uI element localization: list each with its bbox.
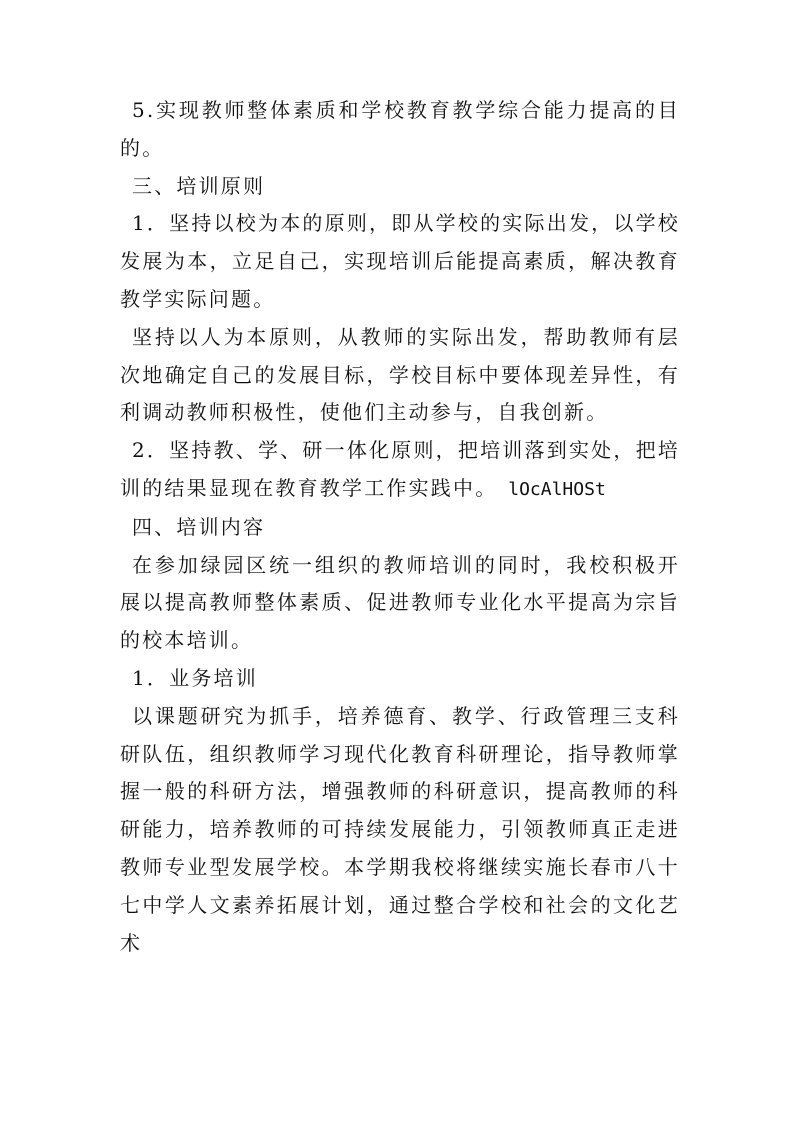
- heading-training-content: 四、培训内容: [132, 514, 266, 539]
- paragraph-principle-1: 1．坚持以校为本的原则，即从学校的实际出发，以学校发展为本，立足自己，实现培训后能提高素质，解决教育教学实际问题。: [120, 211, 680, 311]
- heading-business-training: 1．业务培训: [132, 665, 258, 690]
- inline-code-text: lOcAlHOSt: [508, 478, 606, 500]
- paragraph-goal-5: 5.实现教师整体素质和学校教育教学综合能力提高的目的。: [120, 98, 680, 160]
- document-body: [120, 92, 680, 962]
- paragraph-research-training: 以课题研究为抓手，培养德育、教学、行政管理三支科研队伍，组织教师学习现代化教育科研理论，指导教师掌握一般的科研方法，增强教师的科研意识，提高教师的科研能力，培养教师的可持续发展能力，引领教师真正走进教师专业型发展学校。本学期我校将继续实施长春市八十七中学人文素养拓展计划，通过整合学校和社会的文化艺术: [120, 703, 680, 955]
- heading-training-principles: 三、培训原则: [132, 173, 266, 198]
- paragraph-principle-2-text: 2．坚持教、学、研一体化原则，把培训落到实处，把培训的结果显现在教育教学工作实践中。: [120, 438, 680, 500]
- paragraph-people-oriented: 坚持以人为本原则，从教师的实际出发，帮助教师有层次地确定自己的发展目标，学校目标中要体现差异性，有利调动教师积极性，使他们主动参与，自我创新。: [120, 324, 680, 425]
- paragraph-principle-2: [120, 432, 680, 509]
- paragraph-school-training: 在参加绿园区统一组织的教师培训的同时，我校积极开展以提高教师整体素质、促进教师专业化水平提高为宗旨的校本培训。: [120, 552, 680, 653]
